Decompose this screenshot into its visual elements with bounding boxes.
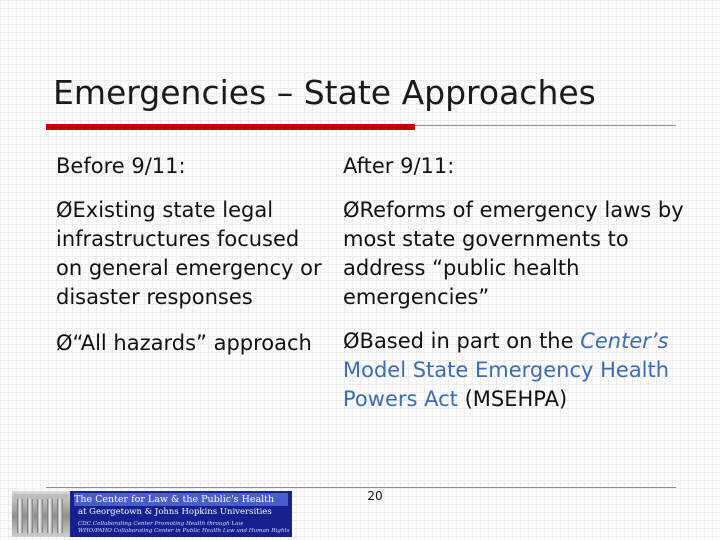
left-bullet-2-text: “All hazards” approach [72, 331, 312, 355]
center-logo [12, 491, 292, 537]
slide-title: Emergencies – State Approaches [53, 73, 596, 112]
logo-cdc-line: CDC Collaborating Center Promoting Health through Law [78, 521, 244, 527]
left-bullet-1-text: Existing state legal infrastructures focused on general emergency or disaster responses [56, 198, 322, 309]
page-number: 20 [367, 489, 383, 503]
right-bullet-1 [343, 196, 693, 312]
right-bullet-2-text: Based in part on the [359, 329, 581, 353]
left-heading: Before 9/11: [56, 154, 186, 178]
right-column [343, 152, 693, 429]
msehpa-link-center[interactable]: Center’s [580, 329, 669, 353]
logo-who-line: WHO/PAHO Collaborating Center in Public Health Law and Human Rights [78, 528, 290, 534]
arrow-bullet-icon: Ø [56, 198, 73, 222]
logo-subtitle: at Georgetown & Johns Hopkins Universities [78, 507, 272, 517]
arrow-bullet-icon: Ø [343, 198, 360, 222]
logo-panel [70, 491, 292, 537]
logo-title: The Center for Law & the Public's Health [74, 493, 288, 506]
arrow-bullet-icon: Ø [56, 331, 73, 355]
arrow-bullet-icon: Ø [343, 329, 360, 353]
left-bullet-2 [56, 327, 326, 360]
right-bullet-1-text: Reforms of emergency laws by most state governments to address “public health emergencies” [343, 198, 684, 309]
right-bullet-2 [343, 327, 693, 414]
msehpa-link[interactable]: Model State Emergency Health Powers Act [343, 358, 670, 411]
left-column [56, 152, 326, 375]
capitol-pillars-icon [12, 491, 70, 537]
title-accent-bar [46, 124, 415, 130]
footer-divider [46, 487, 676, 488]
left-bullet-1 [56, 196, 326, 312]
right-heading: After 9/11: [343, 154, 455, 178]
right-bullet-2-suffix: (MSEHPA) [457, 387, 568, 411]
